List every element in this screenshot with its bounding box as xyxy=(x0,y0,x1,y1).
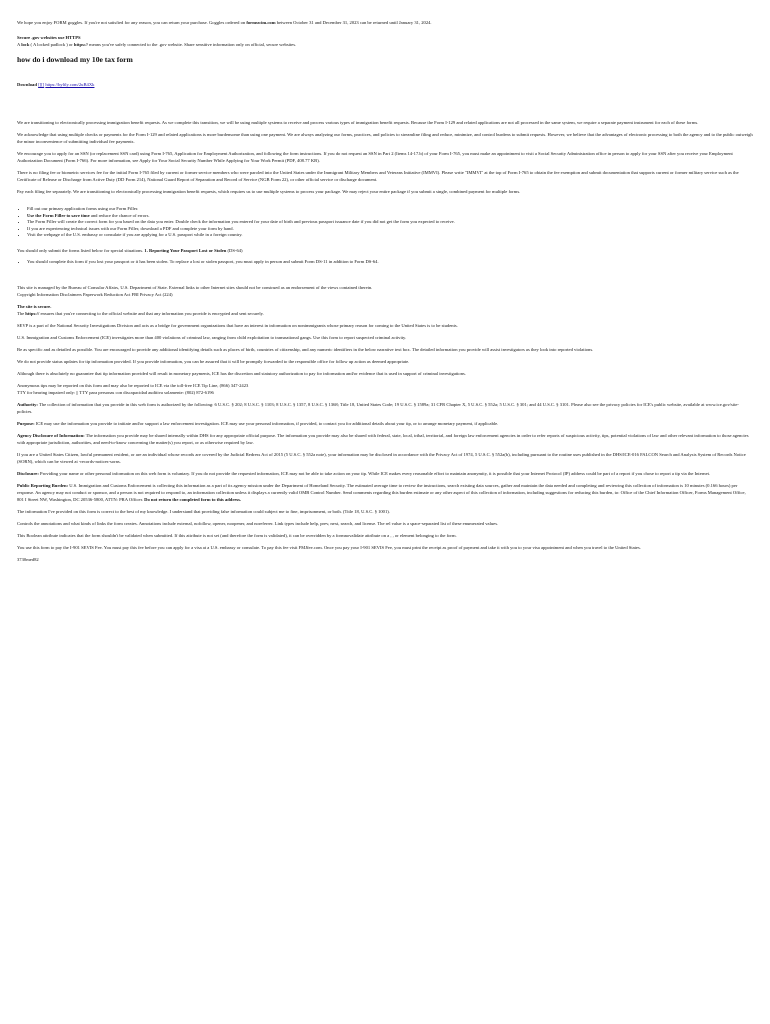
list-item xyxy=(27,213,753,220)
bold: https:// xyxy=(25,310,40,316)
text: (DS-64) xyxy=(226,247,243,253)
paragraph: This Boolean attribute indicates that the form shouldn't be validated when submitted. If this attribute is not set (and therefore the form is validated), it can be overridden by a formnovalidate attribute on a , , or element belonging to the form. xyxy=(17,532,457,538)
promo-text: We hope you enjoy FORM goggles. If you're not satisfied for any reason, you can return your purchase. Goggles ordered on xyxy=(17,20,247,25)
text: means you've safely connected to the .gov website. Share sensitive information only on official, secure websites. xyxy=(87,42,297,47)
list-item xyxy=(27,219,753,226)
bold: Use the Form Filler to save time xyxy=(27,212,90,218)
site-secure-notice xyxy=(17,303,753,317)
list-item: • You should complete this form if you lost your passport or it has been stolen. To replace a lost or stolen passport, you must apply in person and submit Form DS-11 in addition to Form DS-64. xyxy=(27,259,753,266)
list-item xyxy=(27,206,753,213)
paragraph: Although there is absolutely no guarantee that tip information provided will result in monetary payments, ICE has the discretion and statutory authorization to pay for information and/or evidence that is used in support of criminal investigations. xyxy=(17,370,466,376)
anonymous-tips xyxy=(17,382,753,396)
text: The Form Filler will create the correct form for you based on the data you enter. Double check the information you entered for your date of birth and previous passport issuance date if you did not get the form you expected to receive. xyxy=(27,219,455,225)
text: ensures that you're connecting to the official website and that any information you provide is encrypted and sent securely. xyxy=(39,310,264,316)
purpose xyxy=(17,420,753,427)
paragraph: Controls the annotations and what kinds of links the form creates. Annotations include external, nofollow, opener, noopener, and noreferrer. Link types include help, prev, next, search, and license. The rel value is a space-separated list of these enumerated values. xyxy=(17,520,499,526)
paragraph: Pay each filing fee separately. We are transitioning to electronically processing immigration benefit requests, which requires us to use multiple systems to process your package. We may reject your entire package if you submit a single, combined payment for multiple forms. xyxy=(17,189,521,194)
secure-gov-notice xyxy=(17,34,753,48)
download-icon[interactable]: [][] xyxy=(38,82,45,87)
download-line xyxy=(17,81,753,88)
text: If you are a United States Citizen, lawful permanent resident, or are an individual whose records are covered by the Judicial Redress Act of 2015 (5 U.S.C. § 552a note), your information may be disclosed in accordance with the Privacy Act of 1974, 5 U.S.C. § 552a(b), including pursuant to the routine uses published in the DHS/ICE-016 FALCON Search and Analysis System of Records Notice (SORN), which can be viewed at -records-notices-sorns. xyxy=(17,451,746,464)
paragraph: You use this form to pay the I-901 SEVIS Fee. You must pay this fee before you can apply for a visa at a U.S. embassy or consulate. To pay this fee visit FMJfee.com. Once you pay your I-901 SEVIS Fee, you must print the receipt as proof of payment and take it with you to your visa appointment and when you travel to the United States. xyxy=(17,544,641,550)
form-filler-list xyxy=(17,206,753,239)
text: and reduce the chance of errors. xyxy=(89,212,150,218)
download-link[interactable]: https://byltly.com/2uB4Xk xyxy=(45,82,95,87)
paragraph: SEVP is a part of the National Security Investigations Division and acts as a bridge for government organizations that have an interest in information on nonimmigrants whose primary reason for coming to the United States is to be students. xyxy=(17,322,458,328)
privacy-act xyxy=(17,451,753,465)
page-title: how do i download my 10e tax form xyxy=(17,55,133,64)
authority xyxy=(17,401,753,415)
text: Visit the webpage of the U.S. embassy or consulate if you are applying for a U.S. passport while in a foreign country. xyxy=(27,232,243,238)
text: ( A locked padlock ) or xyxy=(29,42,74,47)
text: The information you provide may be shared internally within DHS for any appropriate official purpose. The information you provide may also be shared with federal, state, local, tribal, territorial, and foreign law enforcement agencies in order to refer reports of suspicious activity, tips, potential violations of law and other relevant information to those agencies with appropriate jurisdiction, authorities, and need-to-know concerning the matter(s) you report, or as otherwise required by law. xyxy=(17,432,749,445)
agency-disclosure xyxy=(17,432,753,446)
bold: Authority: xyxy=(17,401,38,407)
paragraph: We do not provide status updates for tip information provided. If you provide information, you can be assured that it will be promptly forwarded to the responsible office for follow up action as deemed appropriate. xyxy=(17,358,410,364)
text: The xyxy=(17,310,26,316)
disclosure xyxy=(17,470,753,477)
text: You should only submit the forms listed below for special situations. xyxy=(17,247,145,253)
download-label: Download xyxy=(17,82,37,87)
promo-site: formswim.com xyxy=(246,20,276,25)
list-item xyxy=(27,232,753,239)
special-situations xyxy=(17,247,753,254)
code: 3730med82 xyxy=(17,556,39,562)
paragraph: We acknowledge that using multiple checks or payments for the Form I-129 and related applications is more burdensome than using one payment. We are always analyzing our forms, practices, and policies to streamline filing and reduce, minimize, and control burdens to submit requests. However, we believe that the advantages of electronic processing to both the agency and to the public outweigh the minor inconvenience of submitting individual fee payments. xyxy=(17,132,753,144)
bold: The site is secure. xyxy=(17,303,52,309)
public-reporting-burden xyxy=(17,482,753,503)
bold: Public Reporting Burden: xyxy=(17,482,69,488)
paragraph: The information I've provided on this form is correct to the best of my knowledge. I understand that providing false information could subject me to fine, imprisonment, or both. (Title 18, U.S.C. § 1001). xyxy=(17,508,390,514)
text: Providing your name or other personal information on this web form is voluntary. If you do not provide the requested information, ICE may not be able to take action on your tip. While ICE makes every reasonable effort to maintain anonymity, it is possible that your Internet Protocol (IP) address could be part of a report if you chose to report a tip via the Internet. xyxy=(38,470,711,476)
bold: Purpose: xyxy=(17,420,35,426)
bold: 1. Reporting Your Passport Lost or Stolen xyxy=(144,247,227,253)
https-label: https:// xyxy=(73,42,88,47)
paragraph: We encourage you to apply for an SSN (or replacement SSN card) using Form I-765, Application for Employment Authorization, and following the form instructions. If you do not request an SSN in Part 2 (Items 14-17.b) of your Form I-765, you must make an appointment to visit a Social Security Administration office in person to apply for your SSN after you receive your Employment Authorization Document (Form I-766). For more information, see Apply for Your Social Security Number While Applying for Your Work Permit (PDF, 408.77 KB). xyxy=(17,151,733,163)
lock-label: lock xyxy=(21,42,30,47)
text: TTY for hearing impaired only: || TTY para personas con discapacidad auditiva solamente: (802) 872-6196 xyxy=(17,389,214,395)
paragraph: There is no filing fee or biometric services fee for the initial Form I-765 filed by current or former service members who were paroled into the United States under the Immigrant Military Members and Veterans Initiative (IMMVI). Please write "IMMVI" at the top of Form I-765 to obtain the fee exemption and submit documentation that supports current or former military service such as the Certificate of Release or Discharge from Active Duty (DD Form 214), National Guard Report of Separation and Record of Service (NGB Form 22), or other official service or discharge document. xyxy=(17,170,739,182)
ds64-list xyxy=(17,259,753,266)
text: If you are experiencing technical issues with our Form Filler, download a PDF and complete your form by hand. xyxy=(27,225,234,231)
secure-heading: Secure .gov websites use HTTPS xyxy=(17,35,81,40)
paragraph: U.S. Immigration and Customs Enforcement (ICE) investigates more than 400 violations of criminal law, ranging from child exploitation to transnational gangs. Use this form to report suspected criminal activity. xyxy=(17,334,407,340)
site-footer-info xyxy=(17,284,753,298)
text: U.S. Immigration and Customs Enforcement is collecting this information as a part of its agency mission under the Department of Homeland Security. The estimated average time to review the instructions, search existing data sources, gather and maintain the data needed and completing and reviewing this collection of information is 10 minutes (0.166 hours) per response. An agency may not conduct or sponsor, and a person is not required to respond to, an information collection unless it displays a currently valid OMB Control Number. Send comments regarding this burden estimate or any other aspect of this collection of information, including suggestions for reducing this burden, to: Office of the Chief Information Officer, Forms Management Office, 801 I Street NW, Washington, DC 20536-5800, ATTN: PRA Officer. xyxy=(17,482,746,502)
paragraph: Be as specific and as detailed as possible. You are encouraged to provide any additional identifying details such as places of birth, countries of citizenship, and any numeric identifiers in the below narrative text box. The detailed information you provide will assist investigators as they look into reported violations. xyxy=(17,346,594,352)
bold: Disclosure: xyxy=(17,470,39,476)
promo-text-end: between October 31 and December 31, 2023 can be returned until January 31, 2024. xyxy=(275,20,432,25)
text: Anonymous tips may be reported on this form and may also be reported to ICE via the toll-free ICE Tip Line, (866) 347-2423 xyxy=(17,382,249,388)
text: Fill out our primary application forms using our Form Filler. xyxy=(27,206,139,211)
footer-links: Copyright Information Disclaimers Paperwork Reduction Act FBI Privacy Act (224) xyxy=(17,291,173,297)
list-item xyxy=(27,226,753,233)
paragraph: We are transitioning to electronically processing immigration benefit requests. As we complete this transition, we will be using multiple systems to receive and process various types of immigration benefit requests. Because the Form I-129 and related applications are not all processed in the same system, we require a separate payment instrument for each of these forms. xyxy=(17,120,699,125)
bold: Agency Disclosure of Information: xyxy=(17,432,85,438)
text: A xyxy=(17,42,22,47)
promo-notice xyxy=(17,19,753,26)
text: The collection of information that you provide in this web form is authorized by the following: 6 U.S.C. § 202; 8 U.S.C. § 1103; 8 U.S.C. § 1357, 8 U.S.C. § 1368; Title 18, United States Code; 19 U.S.C. § 1589a; 31 CFR Chapter X, 5 U.S.C. § 552a; 5 U.S.C. § 301; and 44 U.S.C. § 3101. Please also see the privacy policies for ICE's public website, available at www.ice.gov/site-policies. xyxy=(17,401,739,414)
text: ICE may use the information you provide to initiate and/or support a law enforcement investigation. ICE may use your personal information, if provided, to contact you for additional details about your tip, or to arrange monetary payment, if applicable. xyxy=(34,420,499,426)
text: This site is managed by the Bureau of Consular Affairs, U.S. Department of State. External links to other Internet sites should not be construed as an endorsement of the views contained therein. xyxy=(17,284,373,290)
bold: Do not return the completed form to this address. xyxy=(144,496,242,502)
